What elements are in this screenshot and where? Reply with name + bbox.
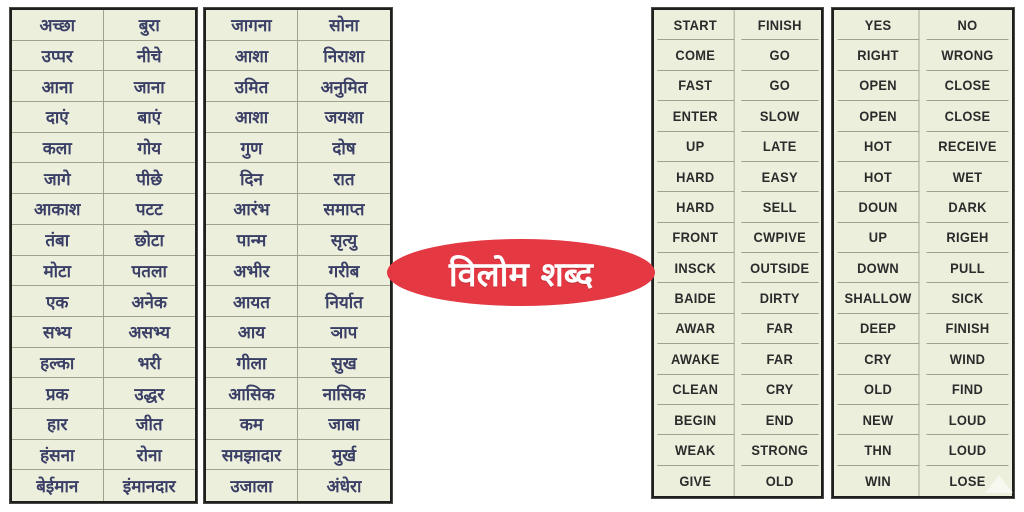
- table-cell: CRY: [838, 344, 920, 374]
- table-cell: BEGIN: [657, 405, 734, 435]
- table-cell: जयशा: [298, 102, 390, 133]
- table-cell: RIGEH: [927, 223, 1009, 253]
- table-cell: पान्म: [206, 225, 298, 256]
- table-cell: DIRTY: [741, 283, 818, 313]
- table-cell: COME: [657, 40, 734, 70]
- table-cell: LOUD: [927, 435, 1009, 465]
- table-cell: DEEP: [838, 314, 920, 344]
- table-cell: CLOSE: [927, 101, 1009, 131]
- table-cell: END: [741, 405, 818, 435]
- table-cell: BAIDE: [657, 283, 734, 313]
- table-cell: जागे: [12, 163, 104, 194]
- table-cell: DOWN: [838, 253, 920, 283]
- table-cell: FINISH: [927, 314, 1009, 344]
- table-cell: SELL: [741, 192, 818, 222]
- table-cell: आयत: [206, 286, 298, 317]
- english-antonyms-table-1: [652, 8, 823, 498]
- table-cell: RIGHT: [838, 40, 920, 70]
- table-cell: FAR: [741, 314, 818, 344]
- table-cell: LOUD: [927, 405, 1009, 435]
- table-cell: LATE: [741, 132, 818, 162]
- table-cell: बाएं: [104, 102, 196, 133]
- table-cell: गुण: [206, 133, 298, 164]
- page-title: विलोम शब्द: [448, 254, 594, 295]
- table-cell: CLOSE: [927, 71, 1009, 101]
- table-cell: गीला: [206, 348, 298, 379]
- table-cell: आकाश: [12, 194, 104, 225]
- table-cell: जीत: [104, 409, 196, 440]
- table-cell: अनुमित: [298, 71, 390, 102]
- table-cell: मुर्ख: [298, 440, 390, 471]
- table-cell: पटट: [104, 194, 196, 225]
- table-cell: कम: [206, 409, 298, 440]
- table-cell: जाना: [104, 71, 196, 102]
- table-cell: ञाप: [298, 317, 390, 348]
- table-cell: रोना: [104, 440, 196, 471]
- table-cell: हंसना: [12, 440, 104, 471]
- table-cell: नीचे: [104, 41, 196, 72]
- table-cell: FRONT: [657, 223, 734, 253]
- table-cell: छोटा: [104, 225, 196, 256]
- english-antonyms-table-2: [832, 8, 1014, 498]
- table-cell: FAR: [741, 344, 818, 374]
- table-cell: SICK: [927, 283, 1009, 313]
- table-cell: बुरा: [104, 10, 196, 41]
- table-cell: आय: [206, 317, 298, 348]
- table-cell: दिन: [206, 163, 298, 194]
- table-cell: THN: [838, 435, 920, 465]
- table-cell: समाप्त: [298, 194, 390, 225]
- table-cell: OUTSIDE: [741, 253, 818, 283]
- table-cell: अनेक: [104, 286, 196, 317]
- table-cell: अभीर: [206, 256, 298, 287]
- table-cell: WEAK: [657, 435, 734, 465]
- table-cell: CRY: [741, 375, 818, 405]
- table-cell: प्रक: [12, 378, 104, 409]
- table-cell: उमित: [206, 71, 298, 102]
- table-cell: INSCK: [657, 253, 734, 283]
- table-cell: मोटा: [12, 256, 104, 287]
- table-cell: एक: [12, 286, 104, 317]
- table-cell: कला: [12, 133, 104, 164]
- table-cell: उद्धर: [104, 378, 196, 409]
- table-cell: YES: [838, 10, 920, 40]
- table-cell: START: [657, 10, 734, 40]
- table-cell: अंधेरा: [326, 477, 362, 498]
- table-cell: सभ्य: [12, 317, 104, 348]
- table-cell: तंबा: [12, 225, 104, 256]
- table-cell: दाएं: [12, 102, 104, 133]
- table-cell: आसिक: [206, 378, 298, 409]
- table-cell: WIND: [927, 344, 1009, 374]
- table-cell: दोष: [298, 133, 390, 164]
- table-cell: SHALLOW: [838, 283, 920, 313]
- table-cell: AWAKE: [657, 344, 734, 374]
- table-cell: DARK: [927, 192, 1009, 222]
- table-cell: जाबा: [298, 409, 390, 440]
- table-cell: GO: [741, 71, 818, 101]
- table-cell: इंमानदार: [122, 477, 176, 498]
- table-cell: NO: [927, 10, 1009, 40]
- title-badge-oval: [387, 239, 655, 306]
- table-cell: GIVE: [657, 466, 734, 496]
- table-cell: HOT: [838, 132, 920, 162]
- table-cell: हल्का: [12, 348, 104, 379]
- table-cell: CLEAN: [657, 375, 734, 405]
- table-cell: सोना: [298, 10, 390, 41]
- table-cell: LOSE: [949, 472, 986, 489]
- table-cell: CWPIVE: [741, 223, 818, 253]
- table-cell: रात: [298, 163, 390, 194]
- table-cell: गोय: [104, 133, 196, 164]
- table-cell: GO: [741, 40, 818, 70]
- table-cell: HARD: [657, 192, 734, 222]
- table-cell: उजाला: [206, 470, 298, 501]
- table-cell: WRONG: [927, 40, 1009, 70]
- table-cell: SLOW: [741, 101, 818, 131]
- table-cell: EASY: [741, 162, 818, 192]
- table-cell: PULL: [927, 253, 1009, 283]
- table-cell: पीछे: [104, 163, 196, 194]
- table-cell: समझादार: [206, 440, 298, 471]
- table-cell: STRONG: [741, 435, 818, 465]
- table-cell: WET: [927, 162, 1009, 192]
- table-cell: WIN: [838, 466, 920, 496]
- hindi-antonyms-table-2: [204, 8, 392, 503]
- table-cell: आरंभ: [206, 194, 298, 225]
- table-cell: नासिक: [298, 378, 390, 409]
- table-cell: ENTER: [657, 101, 734, 131]
- table-cell: भरी: [104, 348, 196, 379]
- table-cell: DOUN: [838, 192, 920, 222]
- table-cell: पतला: [104, 256, 196, 287]
- table-cell: उप्पर: [12, 41, 104, 72]
- table-cell: सुख: [298, 348, 390, 379]
- table-cell: आशा: [206, 41, 298, 72]
- table-cell: हार: [12, 409, 104, 440]
- table-cell: HARD: [657, 162, 734, 192]
- table-cell: सृत्यु: [298, 225, 390, 256]
- table-cell: UP: [838, 223, 920, 253]
- table-cell: OPEN: [838, 71, 920, 101]
- table-cell: जागना: [206, 10, 298, 41]
- hindi-antonyms-table-1: [10, 8, 197, 503]
- table-cell: AWAR: [657, 314, 734, 344]
- table-cell: FINISH: [741, 10, 818, 40]
- table-cell: बेईमान: [12, 470, 104, 501]
- table-cell: निर्यात: [298, 286, 390, 317]
- table-cell: NEW: [838, 405, 920, 435]
- table-cell: RECEIVE: [927, 132, 1009, 162]
- table-cell: गरीब: [298, 256, 390, 287]
- table-cell: UP: [657, 132, 734, 162]
- table-cell: HOT: [838, 162, 920, 192]
- table-cell: अच्छा: [12, 10, 104, 41]
- table-cell: FAST: [657, 71, 734, 101]
- table-cell: आना: [12, 71, 104, 102]
- table-cell: OLD: [765, 472, 794, 489]
- table-cell: FIND: [927, 375, 1009, 405]
- table-cell: OPEN: [838, 101, 920, 131]
- table-cell: OLD: [838, 375, 920, 405]
- watermark-triangle-icon: [985, 475, 1013, 493]
- table-cell: आशा: [206, 102, 298, 133]
- table-cell: निराशा: [298, 41, 390, 72]
- table-cell: असभ्य: [104, 317, 196, 348]
